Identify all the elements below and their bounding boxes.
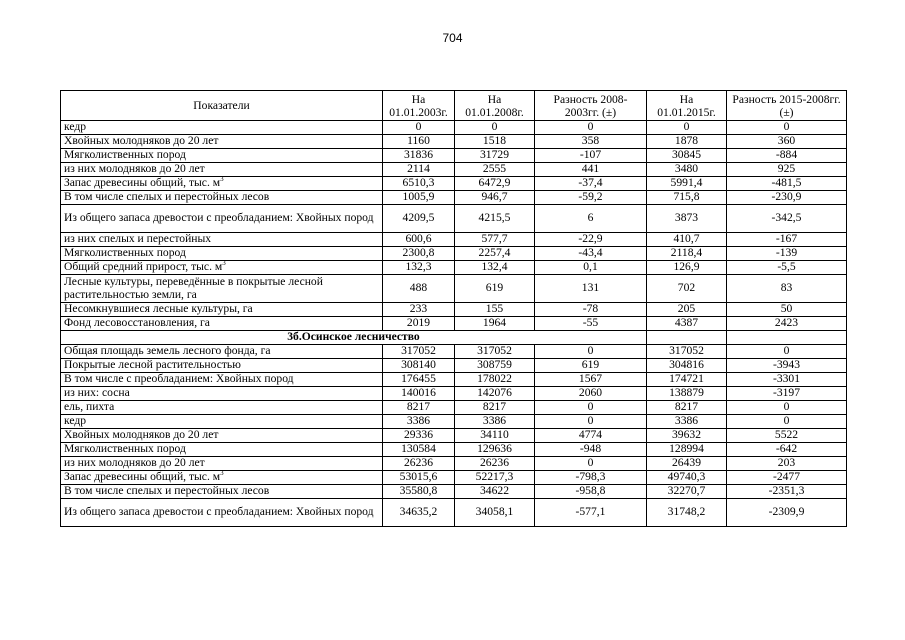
row-label-text: Несомкнувшиеся лесные культуры, га <box>64 302 253 316</box>
value-cell: 2300,8 <box>383 247 455 261</box>
table-row <box>61 205 847 233</box>
value-cell: 0 <box>535 345 647 359</box>
value-cell: 233 <box>383 303 455 317</box>
value-cell: 0 <box>383 121 455 135</box>
header-2015: На 01.01.2015г. <box>647 91 727 121</box>
table-row <box>61 499 847 527</box>
value-cell: 358 <box>535 135 647 149</box>
value-cell: 174721 <box>647 373 727 387</box>
table-row <box>61 471 847 485</box>
table-header-row <box>61 91 847 121</box>
row-label-text: Покрытые лесной растительностью <box>64 358 241 372</box>
value-cell: 1005,9 <box>383 191 455 205</box>
header-2003: На 01.01.2003г. <box>383 91 455 121</box>
table-row <box>61 401 847 415</box>
value-cell: 2423 <box>727 317 847 331</box>
row-label-text: кедр <box>64 120 87 134</box>
value-cell: 34622 <box>455 485 535 499</box>
row-label <box>61 247 383 261</box>
page-number: 704 <box>442 31 463 45</box>
value-cell: 4774 <box>535 429 647 443</box>
value-cell: 176455 <box>383 373 455 387</box>
table-row <box>61 345 847 359</box>
row-label-text: ель, пихта <box>64 400 115 414</box>
value-cell: 1518 <box>455 135 535 149</box>
value-cell: 4209,5 <box>383 205 455 233</box>
table-row <box>61 359 847 373</box>
value-cell: 2019 <box>383 317 455 331</box>
value-cell: 31748,2 <box>647 499 727 527</box>
row-label-text: из них спелых и перестойных <box>64 232 212 246</box>
value-cell: 155 <box>455 303 535 317</box>
value-cell: -3301 <box>727 373 847 387</box>
value-cell: 0 <box>647 121 727 135</box>
section-row <box>61 331 847 345</box>
value-cell: 8217 <box>383 401 455 415</box>
row-label-text: Запас древесины общий, тыс. м <box>64 470 221 484</box>
table-row <box>61 429 847 443</box>
row-label <box>61 233 383 247</box>
value-cell: 132,3 <box>383 261 455 275</box>
value-cell: 6 <box>535 205 647 233</box>
row-label <box>61 205 383 233</box>
table-row <box>61 149 847 163</box>
value-cell: -948 <box>535 443 647 457</box>
header-indicators: Показатели <box>61 91 383 121</box>
table-row <box>61 191 847 205</box>
row-label <box>61 359 383 373</box>
row-label <box>61 191 383 205</box>
row-label-text: Из общего запаса древостои с преобладанием: Хвойных пород <box>64 211 374 225</box>
value-cell: 0 <box>727 121 847 135</box>
value-cell: 2114 <box>383 163 455 177</box>
value-cell: 3386 <box>455 415 535 429</box>
row-label-text: Мягколиственных пород <box>64 442 186 456</box>
value-cell: 205 <box>647 303 727 317</box>
value-cell: 142076 <box>455 387 535 401</box>
table-row <box>61 373 847 387</box>
value-cell: 34058,1 <box>455 499 535 527</box>
unit-superscript: 3 <box>220 470 224 478</box>
value-cell: 49740,3 <box>647 471 727 485</box>
value-cell: 130584 <box>383 443 455 457</box>
value-cell: 6472,9 <box>455 177 535 191</box>
row-label-text: Лесные культуры, переведённые в покрытые лесной растительностью земли, га <box>64 275 323 301</box>
value-cell: -798,3 <box>535 471 647 485</box>
table-row <box>61 457 847 471</box>
value-cell: -43,4 <box>535 247 647 261</box>
value-cell: 26236 <box>383 457 455 471</box>
value-cell: 50 <box>727 303 847 317</box>
section-empty-cell <box>647 331 727 345</box>
value-cell: 1567 <box>535 373 647 387</box>
row-label <box>61 135 383 149</box>
row-label-text: Хвойных молодняков до 20 лет <box>64 428 219 442</box>
value-cell: 1878 <box>647 135 727 149</box>
value-cell: 702 <box>647 275 727 303</box>
value-cell: -577,1 <box>535 499 647 527</box>
value-cell: -3943 <box>727 359 847 373</box>
row-label-text: из них молодняков до 20 лет <box>64 162 205 176</box>
table-row <box>61 443 847 457</box>
value-cell: 138879 <box>647 387 727 401</box>
row-label-text: Хвойных молодняков до 20 лет <box>64 134 219 148</box>
forest-fund-table <box>60 90 847 527</box>
value-cell: -481,5 <box>727 177 847 191</box>
table-row <box>61 303 847 317</box>
row-label <box>61 121 383 135</box>
value-cell: 2257,4 <box>455 247 535 261</box>
value-cell: 3873 <box>647 205 727 233</box>
value-cell: 304816 <box>647 359 727 373</box>
row-label-text: кедр <box>64 414 87 428</box>
value-cell: 140016 <box>383 387 455 401</box>
value-cell: -5,5 <box>727 261 847 275</box>
value-cell: 32270,7 <box>647 485 727 499</box>
value-cell: 0 <box>727 345 847 359</box>
value-cell: -2309,9 <box>727 499 847 527</box>
value-cell: -55 <box>535 317 647 331</box>
header-diff-2008-2003: Разность 2008-2003гг. (±) <box>535 91 647 121</box>
value-cell: 4387 <box>647 317 727 331</box>
row-label <box>61 149 383 163</box>
value-cell: 0 <box>535 415 647 429</box>
value-cell: 129636 <box>455 443 535 457</box>
row-label <box>61 163 383 177</box>
value-cell: 8217 <box>455 401 535 415</box>
value-cell: 577,7 <box>455 233 535 247</box>
row-label <box>61 275 383 303</box>
value-cell: 128994 <box>647 443 727 457</box>
value-cell: 5522 <box>727 429 847 443</box>
value-cell: 410,7 <box>647 233 727 247</box>
table-row <box>61 317 847 331</box>
value-cell: 132,4 <box>455 261 535 275</box>
value-cell: 1964 <box>455 317 535 331</box>
value-cell: 0 <box>727 415 847 429</box>
value-cell: -342,5 <box>727 205 847 233</box>
value-cell: 5991,4 <box>647 177 727 191</box>
row-label-text: из них молодняков до 20 лет <box>64 456 205 470</box>
row-label-text: Из общего запаса древостои с преобладанием: Хвойных пород <box>64 505 374 519</box>
value-cell: -78 <box>535 303 647 317</box>
value-cell: 600,6 <box>383 233 455 247</box>
value-cell: 29336 <box>383 429 455 443</box>
value-cell: -642 <box>727 443 847 457</box>
row-label <box>61 387 383 401</box>
unit-superscript: 3 <box>220 176 224 184</box>
section-empty-cell <box>727 331 847 345</box>
row-label <box>61 177 383 191</box>
value-cell: -107 <box>535 149 647 163</box>
value-cell: 619 <box>455 275 535 303</box>
value-cell: 131 <box>535 275 647 303</box>
table-body <box>61 121 847 527</box>
row-label-text: из них: сосна <box>64 386 130 400</box>
value-cell: 0 <box>535 121 647 135</box>
table-row <box>61 233 847 247</box>
value-cell: -37,4 <box>535 177 647 191</box>
table-row <box>61 135 847 149</box>
row-label <box>61 443 383 457</box>
value-cell: 3480 <box>647 163 727 177</box>
value-cell: 39632 <box>647 429 727 443</box>
value-cell: 53015,6 <box>383 471 455 485</box>
table-row <box>61 261 847 275</box>
value-cell: 0 <box>535 457 647 471</box>
value-cell: -958,8 <box>535 485 647 499</box>
value-cell: 35580,8 <box>383 485 455 499</box>
header-2008: На 01.01.2008г. <box>455 91 535 121</box>
value-cell: 4215,5 <box>455 205 535 233</box>
value-cell: 8217 <box>647 401 727 415</box>
row-label-text: Общая площадь земель лесного фонда, га <box>64 344 271 358</box>
value-cell: 441 <box>535 163 647 177</box>
row-label <box>61 373 383 387</box>
value-cell: 30845 <box>647 149 727 163</box>
row-label <box>61 485 383 499</box>
unit-superscript: 3 <box>222 260 226 268</box>
value-cell: 34635,2 <box>383 499 455 527</box>
row-label <box>61 499 383 527</box>
row-label <box>61 303 383 317</box>
value-cell: 308140 <box>383 359 455 373</box>
value-cell: -139 <box>727 247 847 261</box>
value-cell: 317052 <box>647 345 727 359</box>
row-label-text: Фонд лесовосстановления, га <box>64 316 210 330</box>
value-cell: -59,2 <box>535 191 647 205</box>
section-title: 3б.Осинское лесничество <box>61 331 647 345</box>
value-cell: 31836 <box>383 149 455 163</box>
value-cell: 126,9 <box>647 261 727 275</box>
value-cell: 83 <box>727 275 847 303</box>
value-cell: 619 <box>535 359 647 373</box>
value-cell: 925 <box>727 163 847 177</box>
value-cell: 0 <box>535 401 647 415</box>
row-label-text: В том числе спелых и перестойных лесов <box>64 190 270 204</box>
value-cell: 715,8 <box>647 191 727 205</box>
value-cell: 488 <box>383 275 455 303</box>
value-cell: 2555 <box>455 163 535 177</box>
value-cell: 52217,3 <box>455 471 535 485</box>
value-cell: -884 <box>727 149 847 163</box>
value-cell: -230,9 <box>727 191 847 205</box>
row-label-text: В том числе с преобладанием: Хвойных пород <box>64 372 294 386</box>
value-cell: -167 <box>727 233 847 247</box>
header-diff-2015-2008: Разность 2015-2008гг. (±) <box>727 91 847 121</box>
value-cell: 946,7 <box>455 191 535 205</box>
row-label-text: В том числе спелых и перестойных лесов <box>64 484 270 498</box>
value-cell: -2477 <box>727 471 847 485</box>
table-row <box>61 177 847 191</box>
table-row <box>61 387 847 401</box>
table-row <box>61 163 847 177</box>
row-label <box>61 317 383 331</box>
table-row <box>61 247 847 261</box>
row-label-text: Общий средний прирост, тыс. м <box>64 260 223 274</box>
value-cell: -22,9 <box>535 233 647 247</box>
table-row <box>61 415 847 429</box>
value-cell: -3197 <box>727 387 847 401</box>
table-row <box>61 485 847 499</box>
row-label-text: Мягколиственных пород <box>64 148 186 162</box>
value-cell: 2118,4 <box>647 247 727 261</box>
row-label <box>61 415 383 429</box>
value-cell: 317052 <box>455 345 535 359</box>
value-cell: 31729 <box>455 149 535 163</box>
value-cell: 317052 <box>383 345 455 359</box>
value-cell: 0 <box>455 121 535 135</box>
value-cell: 34110 <box>455 429 535 443</box>
row-label <box>61 429 383 443</box>
value-cell: 26439 <box>647 457 727 471</box>
value-cell: 26236 <box>455 457 535 471</box>
value-cell: -2351,3 <box>727 485 847 499</box>
value-cell: 178022 <box>455 373 535 387</box>
row-label-text: Запас древесины общий, тыс. м <box>64 176 221 190</box>
value-cell: 2060 <box>535 387 647 401</box>
row-label <box>61 471 383 485</box>
value-cell: 6510,3 <box>383 177 455 191</box>
value-cell: 203 <box>727 457 847 471</box>
row-label-text: Мягколиственных пород <box>64 246 186 260</box>
table-row <box>61 275 847 303</box>
row-label <box>61 401 383 415</box>
value-cell: 0 <box>727 401 847 415</box>
value-cell: 0,1 <box>535 261 647 275</box>
value-cell: 360 <box>727 135 847 149</box>
value-cell: 3386 <box>383 415 455 429</box>
row-label <box>61 457 383 471</box>
value-cell: 3386 <box>647 415 727 429</box>
value-cell: 1160 <box>383 135 455 149</box>
row-label <box>61 345 383 359</box>
table-row <box>61 121 847 135</box>
value-cell: 308759 <box>455 359 535 373</box>
row-label <box>61 261 383 275</box>
